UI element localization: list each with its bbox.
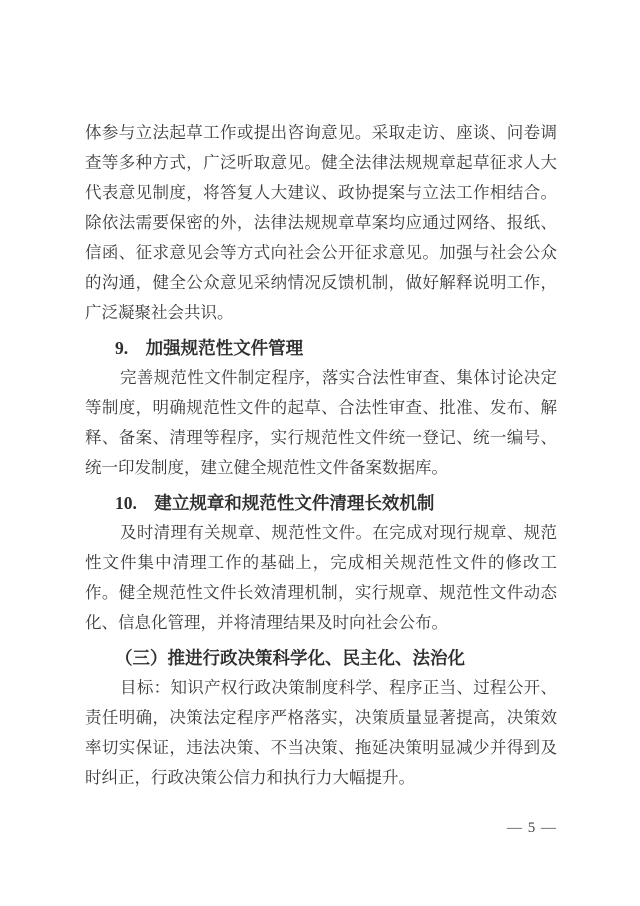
text-line: 责任明确，决策法定程序严格落实，决策质量显著提高，决策效 (85, 708, 557, 727)
text-line: 及时清理有关规章、规范性文件。在完成对现行规章、规范 (120, 523, 557, 542)
text-line: 化、信息化管理，并将清理结果及时向社会公布。 (85, 613, 448, 632)
text-line: 除依法需要保密的外，法律法规规章草案均应通过网络、报纸、 (85, 213, 557, 232)
text-line: 时纠正，行政决策公信力和执行力大幅提升。 (85, 768, 415, 787)
text-line: 等制度，明确规范性文件的起草、合法性审查、批准、发布、解 (85, 398, 557, 417)
text-line: 信函、征求意见会等方式向社会公开征求意见。加强与社会公众 (85, 243, 557, 262)
text-line: 广泛凝聚社会共识。 (85, 303, 234, 322)
section-heading-10: 10. 建立规章和规范性文件清理长效机制 (115, 493, 435, 513)
text-line: 率切实保证，违法决策、不当决策、拖延决策明显减少并得到及 (85, 738, 557, 757)
text-line: 性文件集中清理工作的基础上，完成相关规范性文件的修改工 (85, 553, 557, 572)
text-line: 目标：知识产权行政决策制度科学、程序正当、过程公开、 (120, 678, 557, 697)
page-number: — 5 — (507, 820, 557, 836)
text-line: 作。健全规范性文件长效清理机制，实行规章、规范性文件动态 (85, 583, 557, 602)
section-heading-9: 9. 加强规范性文件管理 (115, 338, 304, 358)
text-line: 代表意见制度，将答复人大建议、政协提案与立法工作相结合。 (85, 183, 557, 202)
text-line: 完善规范性文件制定程序，落实合法性审查、集体讨论决定 (120, 368, 557, 387)
text-line: 体参与立法起草工作或提出咨询意见。采取走访、座谈、问卷调 (85, 123, 557, 142)
text-line: 查等多种方式，广泛听取意见。健全法律法规规章起草征求人大 (85, 153, 557, 172)
text-line: 释、备案、清理等程序，实行规范性文件统一登记、统一编号、 (85, 428, 557, 447)
section-heading-3: （三）推进行政决策科学化、民主化、法治化 (115, 648, 465, 668)
text-line: 的沟通，健全公众意见采纳情况反馈机制，做好解释说明工作， (85, 273, 557, 292)
text-block (85, 118, 557, 793)
text-line: 统一印发制度，建立健全规范性文件备案数据库。 (85, 458, 448, 477)
